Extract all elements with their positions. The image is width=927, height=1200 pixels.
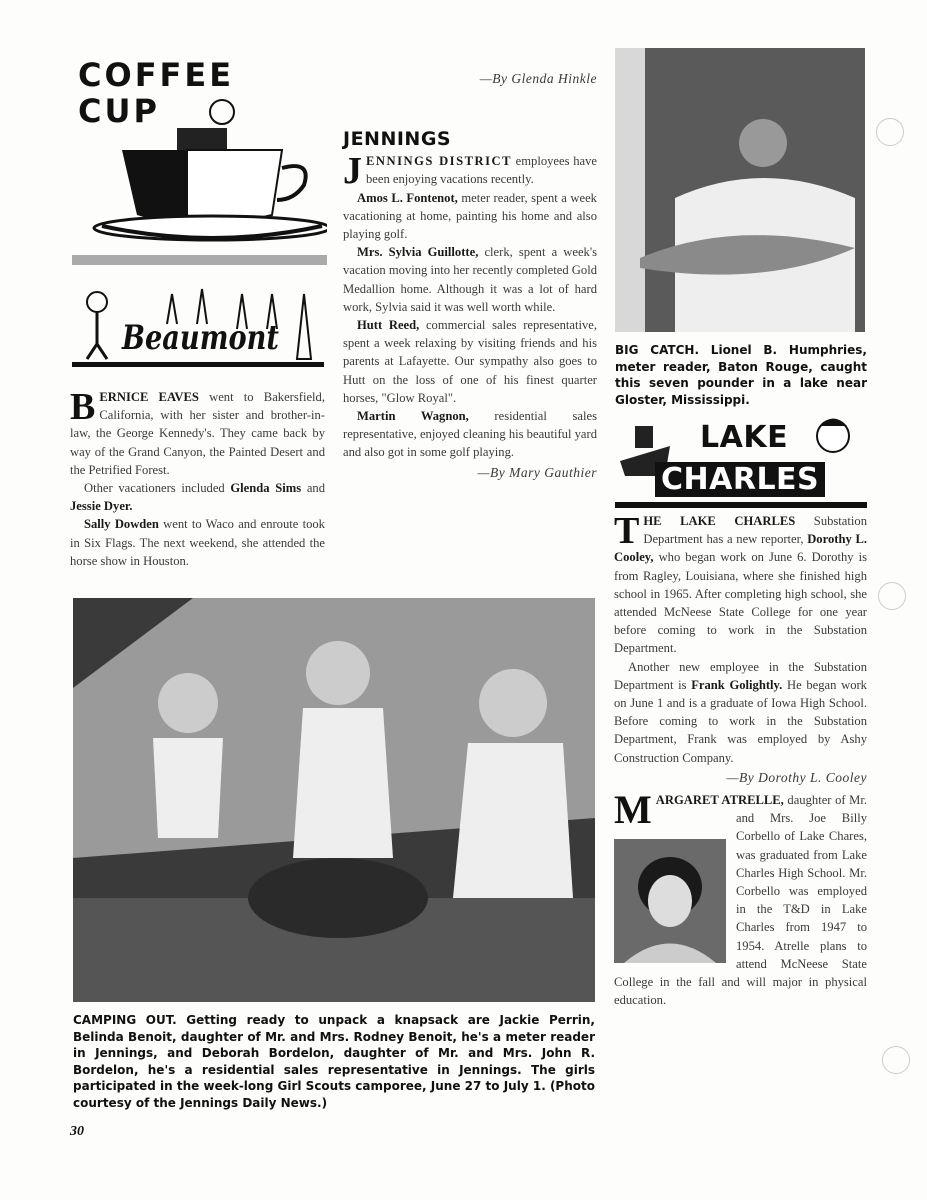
byline: —By Mary Gauthier xyxy=(477,464,597,480)
person-name: Martin Wagnon, xyxy=(357,409,469,424)
lake-charles-article xyxy=(614,512,867,1009)
byline: —By Dorothy L. Cooley xyxy=(726,769,867,785)
person-name: ARGARET ATRELLE, xyxy=(655,793,784,808)
drop-cap: M xyxy=(614,787,652,833)
binder-hole xyxy=(876,118,904,146)
binder-hole xyxy=(878,582,906,610)
page-number: 30 xyxy=(70,1124,84,1139)
coffee-cup-icon xyxy=(72,50,327,270)
person-name: Jessie Dyer. xyxy=(70,499,133,514)
drop-cap: B xyxy=(70,386,96,428)
beaumont-continuation xyxy=(343,42,597,88)
lake-charles-logo-line1: LAKE xyxy=(700,420,789,455)
paragraph-text: Another new employee in the Substation Department is xyxy=(614,659,867,692)
paragraph-text: who began work on June 6. Dorothy is from Ragley, Louisiana, where she finished high school in 1965. After completing high school, she attended McNeese State College for one year before coming to work in the Substation Department. xyxy=(614,550,867,656)
lead-name: ENNINGS DISTRICT xyxy=(366,154,512,169)
drop-cap: T xyxy=(614,510,640,552)
big-catch-photo xyxy=(615,48,865,332)
paragraph-text: commercial sales representative, spent a week relaxing by visiting friends and his parents at Lafayette. Our sympathy also goes to Hutt on the loss of one of his finest quarter horses, "Glow Royal". xyxy=(343,318,598,405)
paragraph-text: Other vacationers included xyxy=(84,481,231,496)
portrait-image xyxy=(614,839,726,963)
coffee-cup-logo xyxy=(72,50,327,270)
binder-hole xyxy=(882,1046,910,1074)
paragraph-text: went to Bakersfield, California, with her sister and brother-in-law, the George Kennedy's. They came back by way of the Grand Canyon, the Painted Desert and the Petrified Forest. xyxy=(70,390,325,477)
paragraph-text: meter reader, spent a week vacationing at home, painting his home and also playing golf. xyxy=(343,190,597,242)
camping-girls-image xyxy=(73,598,595,1002)
person-name: Sally Dowden xyxy=(84,517,159,532)
lead-name: HE LAKE CHARLES xyxy=(643,514,796,528)
drop-cap: J xyxy=(343,150,362,193)
paragraph-text: Substation Department has a new reporter, xyxy=(643,514,867,547)
paragraph-text: clerk, spent a week's vacation moving into her recently completed Gold Medallion home. Although it was a lot of hard work, Sylvia said it was well worth while. xyxy=(343,245,598,314)
margaret-atrelle-photo xyxy=(614,839,726,963)
person-name: Mrs. Sylvia Guillotte, xyxy=(357,245,479,260)
paragraph-text: and xyxy=(301,481,326,496)
beaumont-logo-text: Beaumont xyxy=(122,318,279,358)
person-name: Dorothy L. Cooley, xyxy=(614,532,868,565)
lake-charles-logo xyxy=(615,406,867,510)
coffee-cup-logo-line1: COFFEE xyxy=(78,56,235,94)
person-name: Glenda Sims xyxy=(230,481,302,496)
coffee-cup-logo-line2: CUP xyxy=(78,92,160,130)
big-catch-caption: BIG CATCH. Lionel B. Humphries, meter reader, Baton Rouge, caught this seven pounder in a lake near Gloster, Mississippi. xyxy=(615,343,867,407)
camping-out-caption: CAMPING OUT. Getting ready to unpack a knapsack are Jackie Perrin, Belinda Benoit, daughter of Mr. and Mrs. Rodney Benoit, he's a meter reader in Jennings, and Deborah Bordelon, daughter of Mr. and Mrs. John R. Bordelon, he's a residential sales representative in Jennings. The girls participated in the week-long Girl Scouts camporee, June 27 to July 1. (Photo courtesy of the Jennings Daily News.) xyxy=(73,1013,595,1110)
section-heading: JENNINGS xyxy=(343,128,452,150)
paragraph-text: employees have been enjoying vacations recently. xyxy=(366,154,597,187)
paragraph-text: He began work on June 1 and is a graduate of Iowa High School. Before coming to work in the Substation Department, Frank was employed by Ashy Construction Company. xyxy=(614,677,867,765)
byline: —By Glenda Hinkle xyxy=(479,71,597,86)
person-name: Frank Golightly. xyxy=(691,677,783,692)
paragraph-text: went to Waco and enroute took in Six Flags. The next weekend, she attended the horse show in Houston. xyxy=(70,517,325,568)
lake-charles-logo-line2: CHARLES xyxy=(655,462,825,497)
beaumont-logo xyxy=(72,274,324,369)
jennings-article xyxy=(343,130,597,482)
person-name: Hutt Reed, xyxy=(357,318,420,333)
person-name: Amos L. Fontenot, xyxy=(357,190,458,205)
paragraph-text: daughter of Mr. and Mrs. Joe Billy Corbello of Lake Chares, was graduated from Lake Charles High School. Mr. Corbello was employed in the T&D in Lake Charles from 1947 to 1954. Atrelle plans to attend McNeese State College in the fall and will major in physical education. xyxy=(614,793,868,1008)
fisherman-image xyxy=(615,48,865,332)
paragraph-text: residential sales representative, enjoyed cleaning his beautiful yard and also got in some golf playing. xyxy=(343,409,597,460)
lead-name: ERNICE EAVES xyxy=(99,390,199,404)
beaumont-article xyxy=(70,388,325,570)
camping-out-photo xyxy=(73,598,595,1002)
